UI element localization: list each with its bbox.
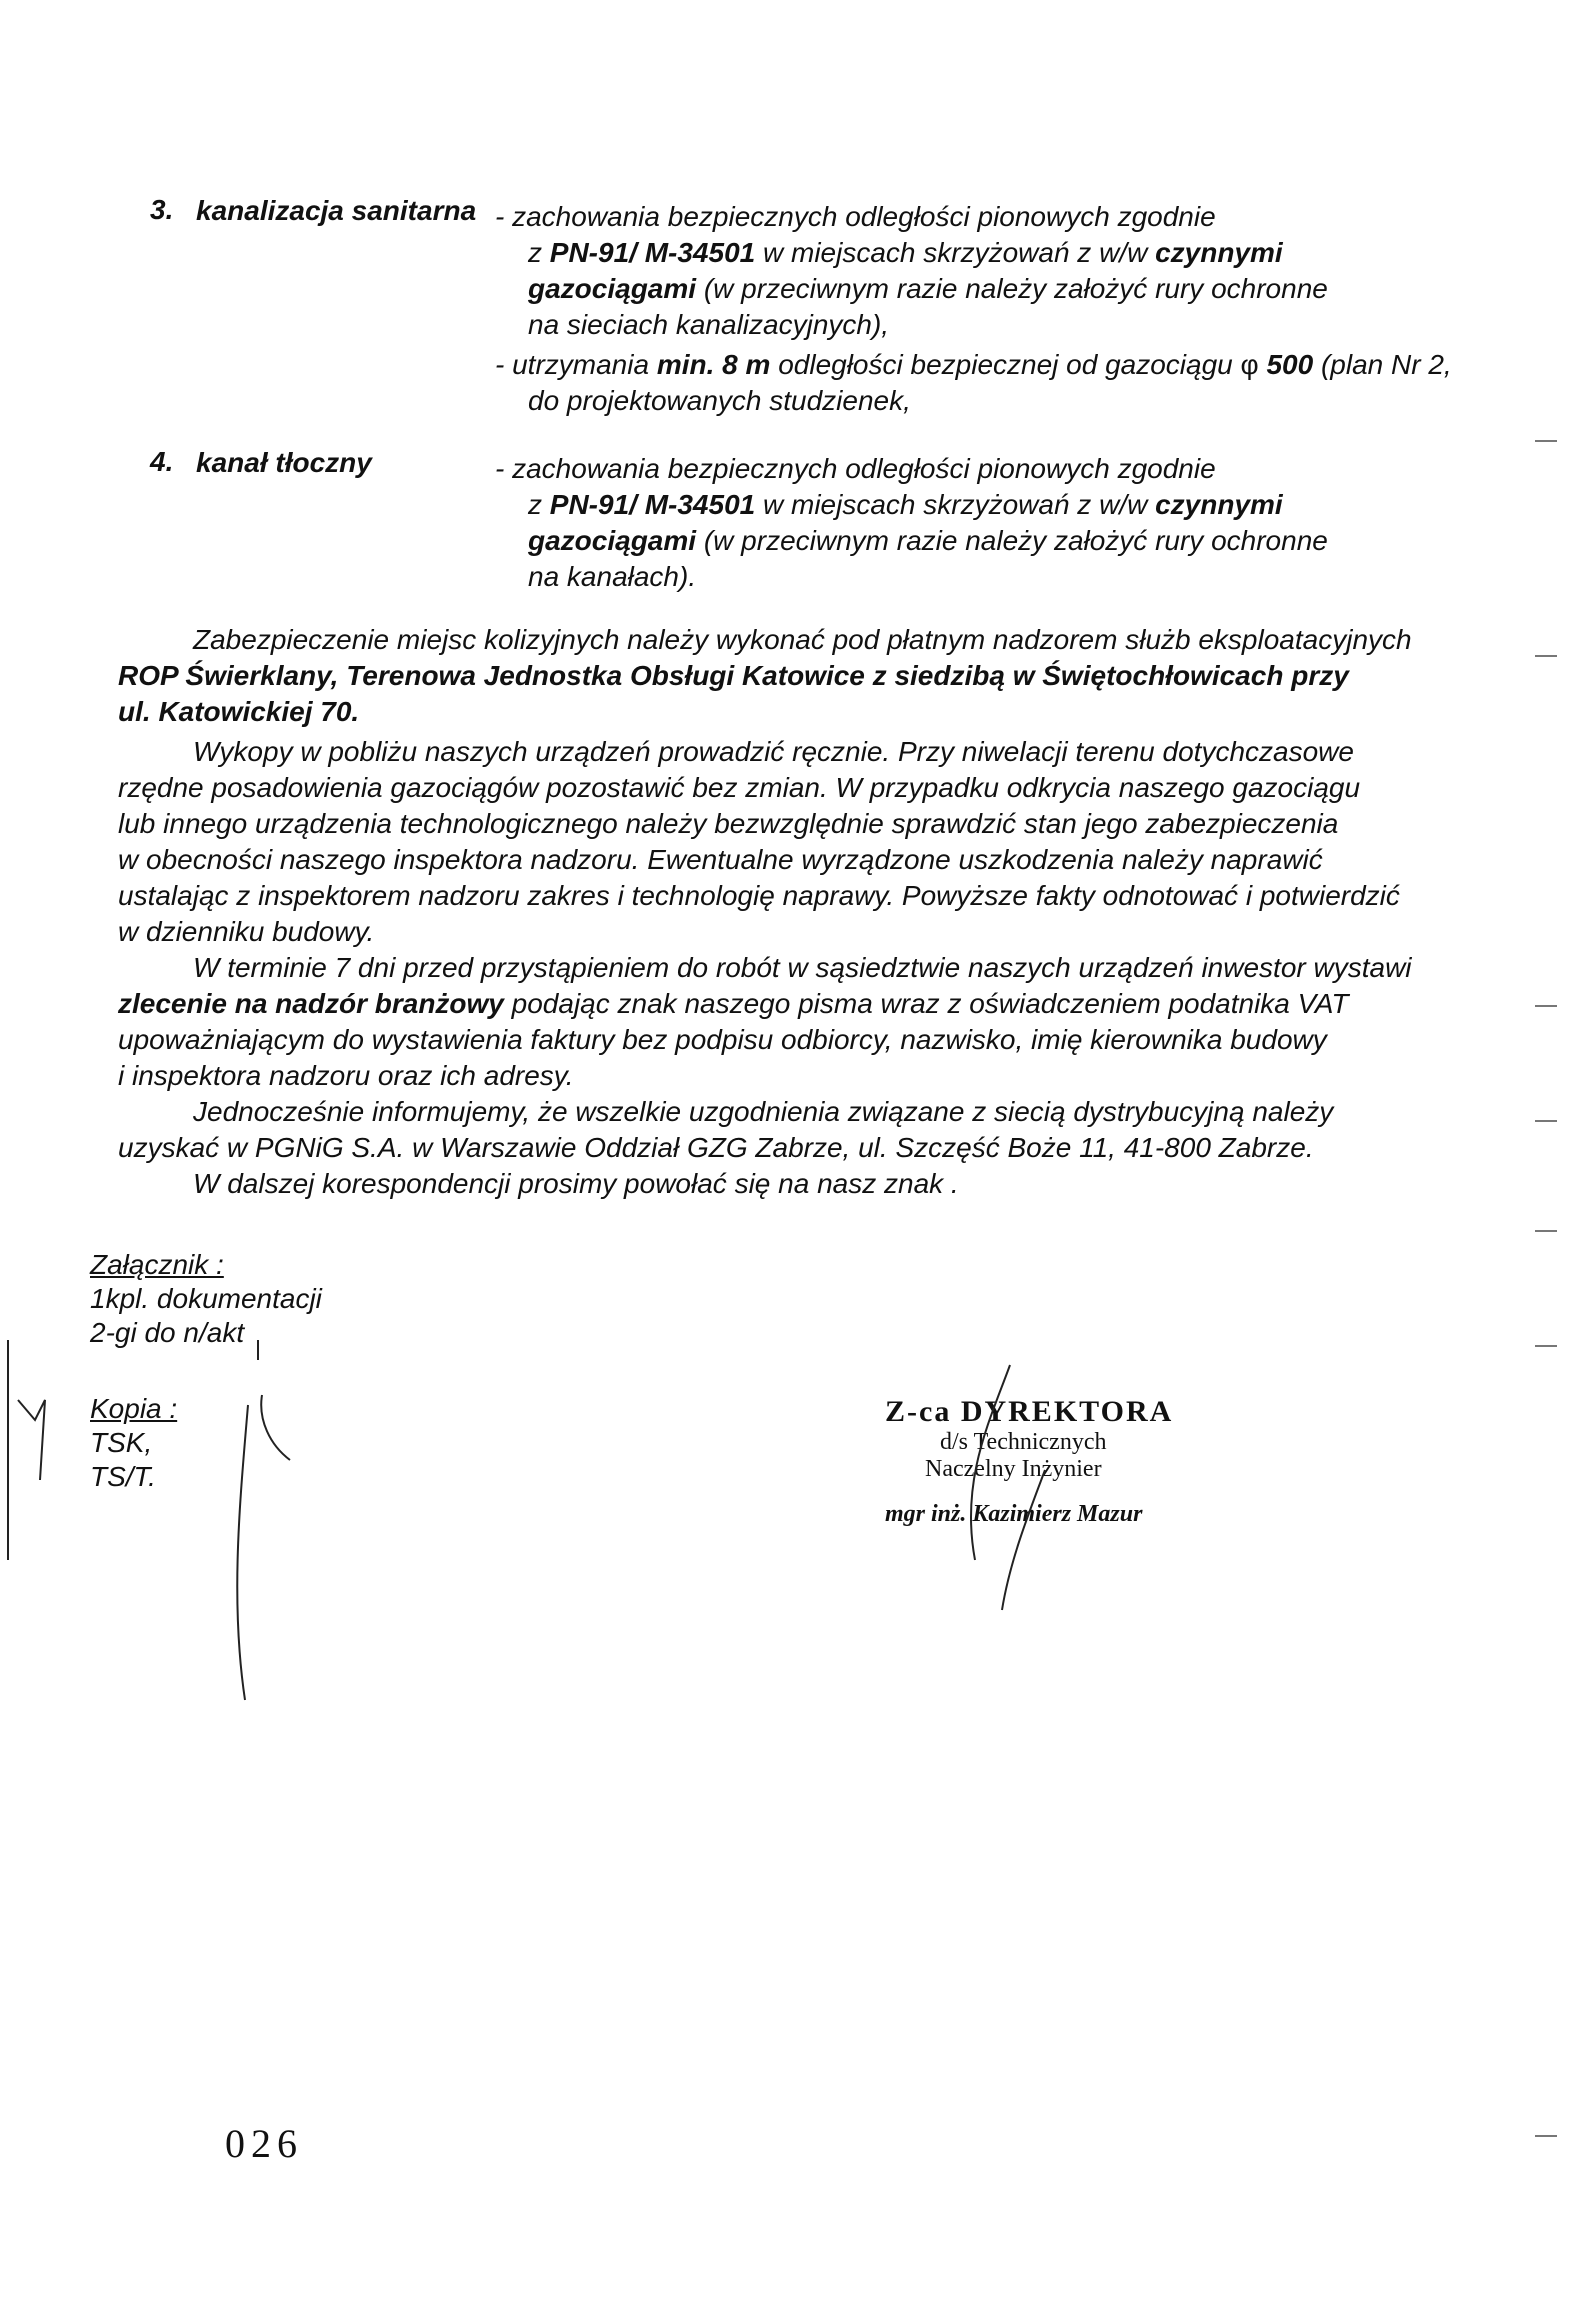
line-emph: czynnymi bbox=[1155, 489, 1283, 520]
bold-phrase: zlecenie na nadzór branżowy bbox=[118, 988, 504, 1019]
paragraph-line: ustalając z inspektorem nadzoru zakres i technologię naprawy. Powyższe fakty odnotować i potwierdzić bbox=[118, 880, 1400, 911]
margin-mark bbox=[1535, 1345, 1557, 1347]
attachment-item: 1kpl. dokumentacji bbox=[90, 1283, 322, 1314]
line-text: w miejscach skrzyżowań z w/w bbox=[755, 489, 1156, 520]
margin-mark bbox=[1535, 1120, 1557, 1122]
paragraph-line: i inspektora nadzoru oraz ich adresy. bbox=[118, 1060, 574, 1091]
paragraph-line: uzyskać w PGNiG S.A. w Warszawie Oddział GZG Zabrze, ul. Szczęść Boże 11, 41-800 Zabrze. bbox=[118, 1132, 1314, 1163]
stamp-name: mgr inż. Kazimierz Mazur bbox=[885, 1501, 1143, 1527]
item-number: 3. bbox=[150, 194, 174, 225]
line-emph: 500 bbox=[1258, 349, 1314, 380]
paragraph-line: ROP Świerklany, Terenowa Jednostka Obsługi Katowice z siedzibą w Świętochłowicach przy bbox=[118, 660, 1349, 691]
norm-ref: PN-91/ M-34501 bbox=[549, 489, 756, 520]
stamp-line: d/s Technicznych bbox=[940, 1429, 1107, 1455]
margin-mark bbox=[1535, 655, 1557, 657]
diameter-symbol: φ bbox=[1240, 349, 1259, 380]
line-text: na kanałach). bbox=[528, 561, 697, 592]
attachment-label: Załącznik : bbox=[90, 1249, 224, 1280]
line-text: - zachowania bezpiecznych odległości pionowych zgodnie bbox=[495, 453, 1216, 484]
line-emph: min. 8 m bbox=[656, 349, 771, 380]
paragraph-line: w obecności naszego inspektora nadzoru. Ewentualne wyrządzone uszkodzenia należy naprawić bbox=[118, 844, 1323, 875]
item-number: 4. bbox=[150, 446, 174, 477]
paragraph-line: Zabezpieczenie miejsc kolizyjnych należy wykonać pod płatnym nadzorem służb eksploatacyjnych bbox=[193, 624, 1412, 655]
stamp-line: Naczelny Inżynier bbox=[925, 1456, 1102, 1482]
item-title: kanał tłoczny bbox=[196, 447, 372, 478]
margin-mark bbox=[1535, 2135, 1557, 2137]
paragraph-line: upoważniającym do wystawienia faktury bez podpisu odbiorcy, nazwisko, imię kierownika budowy bbox=[118, 1024, 1327, 1055]
line-text: (w przeciwnym razie należy założyć rury ochronne bbox=[696, 525, 1328, 556]
line-text: do projektowanych studzienek, bbox=[528, 385, 911, 416]
line-emph: gazociągami bbox=[528, 273, 697, 304]
line-text: podając znak naszego pisma wraz z oświadczeniem podatnika VAT bbox=[503, 988, 1349, 1019]
stamp-title: Z-ca DYREKTORA bbox=[885, 1395, 1174, 1428]
paragraph-line: W terminie 7 dni przed przystąpieniem do robót w sąsiedztwie naszych urządzeń inwestor wystawi bbox=[193, 952, 1412, 983]
margin-mark bbox=[1535, 1230, 1557, 1232]
line-text: (w przeciwnym razie należy założyć rury ochronne bbox=[696, 273, 1328, 304]
line-text: z bbox=[528, 237, 550, 268]
line-text: - utrzymania bbox=[495, 349, 657, 380]
margin-mark bbox=[1535, 440, 1557, 442]
line-text: na sieciach kanalizacyjnych), bbox=[528, 309, 890, 340]
copy-item: TSK, bbox=[90, 1427, 153, 1458]
norm-ref: PN-91/ M-34501 bbox=[549, 237, 756, 268]
item-title: kanalizacja sanitarna bbox=[196, 195, 477, 226]
page-number: 026 bbox=[225, 2121, 303, 2166]
paragraph-line: lub innego urządzenia technologicznego należy bezwzględnie sprawdzić stan jego zabezpieczenia bbox=[118, 808, 1339, 839]
line-text: w miejscach skrzyżowań z w/w bbox=[755, 237, 1156, 268]
paragraph-line: Jednocześnie informujemy, że wszelkie uzgodnienia związane z siecią dystrybucyjną należy bbox=[193, 1096, 1334, 1127]
attachment-item: 2-gi do n/akt bbox=[90, 1317, 245, 1348]
line-text: z bbox=[528, 489, 550, 520]
copy-label: Kopia : bbox=[90, 1393, 178, 1424]
line-text: (plan Nr 2, bbox=[1313, 349, 1452, 380]
copy-item: TS/T. bbox=[90, 1461, 156, 1492]
margin-mark bbox=[1535, 1005, 1557, 1007]
line-text: odległości bezpiecznej od gazociągu bbox=[770, 349, 1241, 380]
paragraph-line: ul. Katowickiej 70. bbox=[118, 696, 360, 727]
paragraph-line: rzędne posadowienia gazociągów pozostawić bez zmian. W przypadku odkrycia naszego gazociągu bbox=[118, 772, 1361, 803]
line-emph: czynnymi bbox=[1155, 237, 1283, 268]
paragraph-line: w dzienniku budowy. bbox=[118, 916, 375, 947]
paragraph-line: W dalszej korespondencji prosimy powołać się na nasz znak . bbox=[193, 1168, 959, 1199]
line-text: - zachowania bezpiecznych odległości pionowych zgodnie bbox=[495, 201, 1216, 232]
paragraph-line: Wykopy w pobliżu naszych urządzeń prowadzić ręcznie. Przy niwelacji terenu dotychczasowe bbox=[193, 736, 1354, 767]
line-emph: gazociągami bbox=[528, 525, 697, 556]
